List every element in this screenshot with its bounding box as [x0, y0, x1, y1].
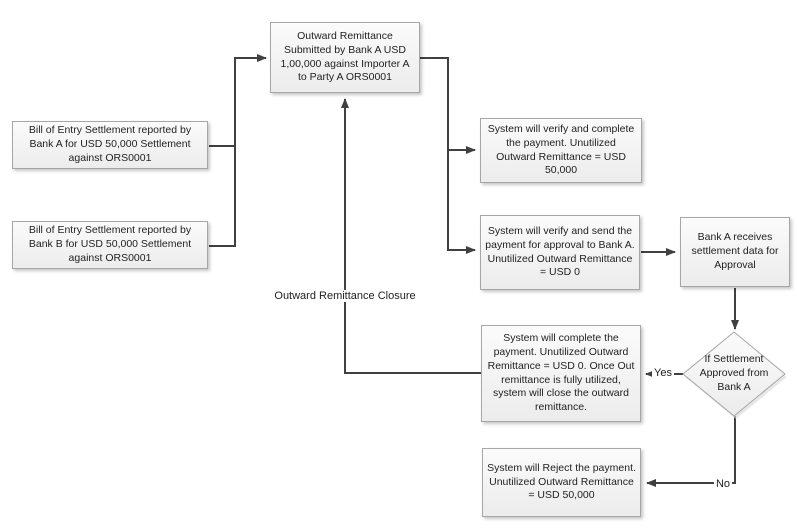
edge-label-yes: Yes: [654, 366, 672, 379]
node-verify-and-send-for-approval[interactable]: System will verify and send the payment for approval to Bank A. Unutilized Outward Remittance = USD 0: [480, 215, 640, 290]
connector-decision-no: [647, 416, 735, 483]
node-bill-of-entry-bank-a[interactable]: Bill of Entry Settlement reported by Bank A for USD 50,000 Settlement against ORS0001: [12, 121, 208, 169]
connector-top-box-branch-trunk: [420, 58, 475, 250]
connector-bank-b-to-top-box: [209, 58, 266, 246]
edge-label-no: No: [715, 477, 731, 490]
node-bank-a-receives-settlement[interactable]: Bank A receives settlement data for Approval: [680, 217, 790, 287]
node-bill-of-entry-bank-b[interactable]: Bill of Entry Settlement reported by Bank B for USD 50,000 Settlement against ORS0001: [12, 221, 208, 269]
node-settlement-approved-decision-label: If Settlement Approved from Bank A: [699, 353, 769, 393]
edge-label-outward-remittance-closure: Outward Remittance Closure: [274, 289, 416, 302]
node-complete-payment-and-close[interactable]: System will complete the payment. Unutilized Outward Remittance = USD 0. Once Out remittance is fully utilized, system will close the outward remittance.: [481, 325, 641, 422]
node-outward-remittance-submitted[interactable]: Outward Remittance Submitted by Bank A USD 1,00,000 against Importer A to Party A ORS0001: [270, 22, 420, 93]
node-reject-payment[interactable]: System will Reject the payment. Unutilized Outward Remittance = USD 50,000: [482, 448, 641, 517]
connector-closure-loop: [345, 99, 481, 373]
node-verify-and-complete-payment[interactable]: System will verify and complete the payment. Unutilized Outward Remittance = USD 50,000: [480, 118, 642, 183]
